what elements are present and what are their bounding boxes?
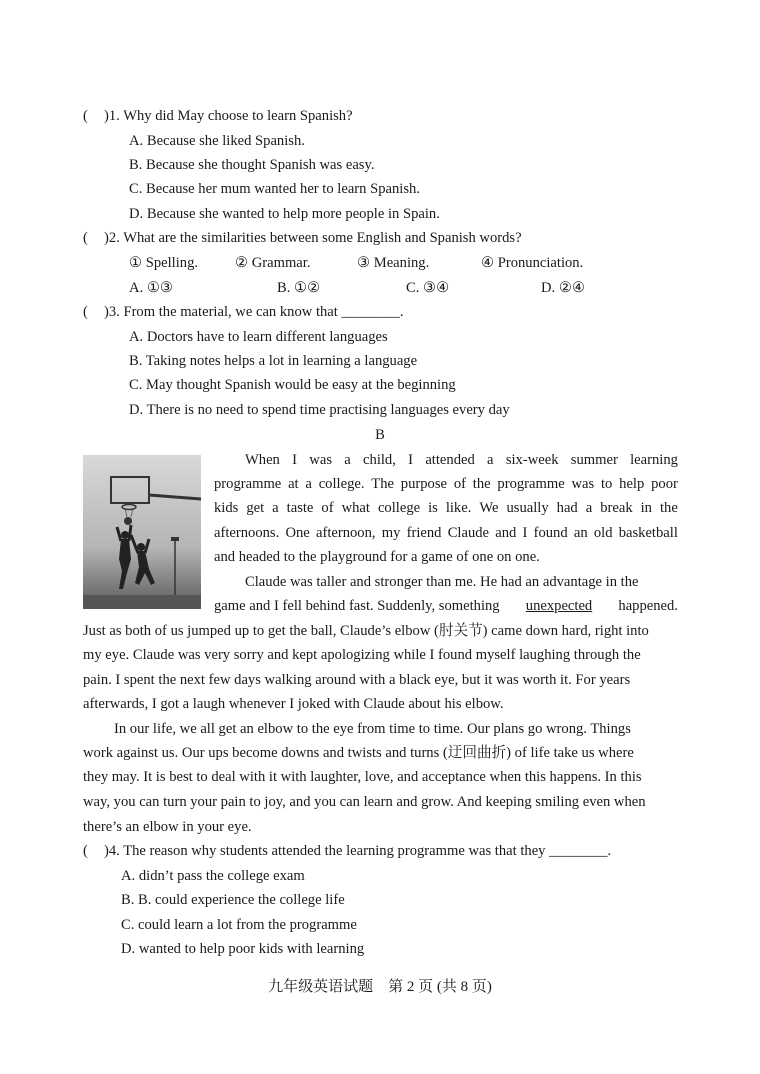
q4-option-d: D. wanted to help poor kids with learning: [121, 941, 365, 957]
section-b-heading: B: [375, 427, 385, 443]
q2-item-4: ④ Pronunciation.: [481, 255, 584, 271]
b-p2-line-2: [214, 596, 678, 616]
q4-option-b: B. B. could experience the college life: [121, 892, 345, 908]
b-p2-line-4: my eye. Claude was very sorry and kept apologizing while I found myself laughing through the: [83, 647, 641, 663]
b-p1-line-3-text: kids get a taste of what college is like. We usually had a break in the: [214, 500, 678, 516]
basketball-silhouette-icon: [83, 455, 201, 609]
q1-option-d: D. Because she wanted to help more people in Spain.: [129, 206, 440, 222]
b-p2-line-2-underlined: unexpected: [525, 598, 593, 614]
b-p1-line-4-text: afternoons. One afternoon, my friend Claude and I found an old basketball: [214, 525, 678, 541]
b-p1-line-1-text: When I was a child, I attended a six-week summer learning: [245, 452, 678, 468]
b-p1-line-2: [214, 474, 678, 494]
b-p2-line-5: pain. I spent the next few days walking around with a black eye, but it was worth it. For years: [83, 672, 631, 688]
b-p2-line-3: Just as both of us jumped up to get the ball, Claude’s elbow (肘关节) came down hard, right into: [83, 623, 649, 639]
q2-paren: (: [83, 230, 88, 246]
q2-choice-d: D. ②④: [541, 280, 586, 296]
q3-stem: )3. From the material, we can know that ________.: [104, 304, 404, 320]
q3-option-d: D. There is no need to spend time practising languages every day: [129, 402, 510, 418]
q3-option-c: C. May thought Spanish would be easy at the beginning: [129, 377, 456, 393]
q1-option-a: A. Because she liked Spanish.: [129, 133, 305, 149]
b-p1-line-2-text: programme at a college. The purpose of the programme was to help poor: [214, 476, 678, 492]
q1-option-b: B. Because she thought Spanish was easy.: [129, 157, 375, 173]
basketball-photo: [83, 455, 201, 609]
q4-option-c: C. could learn a lot from the programme: [121, 917, 357, 933]
b-p1-line-1: [245, 450, 678, 470]
q1-stem: )1. Why did May choose to learn Spanish?: [104, 108, 353, 124]
q2-choice-b: B. ①②: [277, 280, 321, 296]
q3-option-b: B. Taking notes helps a lot in learning a language: [129, 353, 418, 369]
q2-stem: )2. What are the similarities between some English and Spanish words?: [104, 230, 522, 246]
b-p1-line-4: [214, 523, 678, 543]
b-p2-line-2-pre: game and I fell behind fast. Suddenly, something: [214, 598, 500, 614]
q2-item-3: ③ Meaning.: [357, 255, 430, 271]
q2-choice-c: C. ③④: [406, 280, 450, 296]
q1-option-c: C. Because her mum wanted her to learn Spanish.: [129, 181, 420, 197]
q4-option-a: A. didn’t pass the college exam: [121, 868, 305, 884]
q3-paren: (: [83, 304, 88, 320]
b-p3-line-5: there’s an elbow in your eye.: [83, 819, 252, 835]
b-p3-line-1: In our life, we all get an elbow to the eye from time to time. Our plans go wrong. Things: [114, 721, 631, 737]
b-p2-line-2-post: happened.: [618, 598, 678, 614]
q1-paren: (: [83, 108, 88, 124]
b-p2-line-6: afterwards, I got a laugh whenever I joked with Claude about his elbow.: [83, 696, 504, 712]
b-p1-line-3: [214, 498, 678, 518]
page-footer: 九年级英语试题 第 2 页 (共 8 页): [268, 979, 492, 995]
b-p2-line-1: Claude was taller and stronger than me. He had an advantage in the: [245, 574, 639, 590]
q2-item-2: ② Grammar.: [235, 255, 311, 271]
q4-paren: (: [83, 843, 88, 859]
q2-choice-a: A. ①③: [129, 280, 174, 296]
q3-option-a: A. Doctors have to learn different languages: [129, 329, 388, 345]
b-p3-line-4: way, you can turn your pain to joy, and you can learn and grow. And keeping smiling even when: [83, 794, 646, 810]
b-p3-line-2: work against us. Our ups become downs and twists and turns (迂回曲折) of life take us where: [83, 745, 634, 761]
q4-stem: )4. The reason why students attended the learning programme was that they ________.: [104, 843, 612, 859]
b-p3-line-3: they may. It is best to deal with it with laughter, love, and acceptance when this happens. In this: [83, 769, 642, 785]
b-p1-line-5: and headed to the playground for a game of one on one.: [214, 549, 540, 565]
q2-item-1: ① Spelling.: [129, 255, 199, 271]
